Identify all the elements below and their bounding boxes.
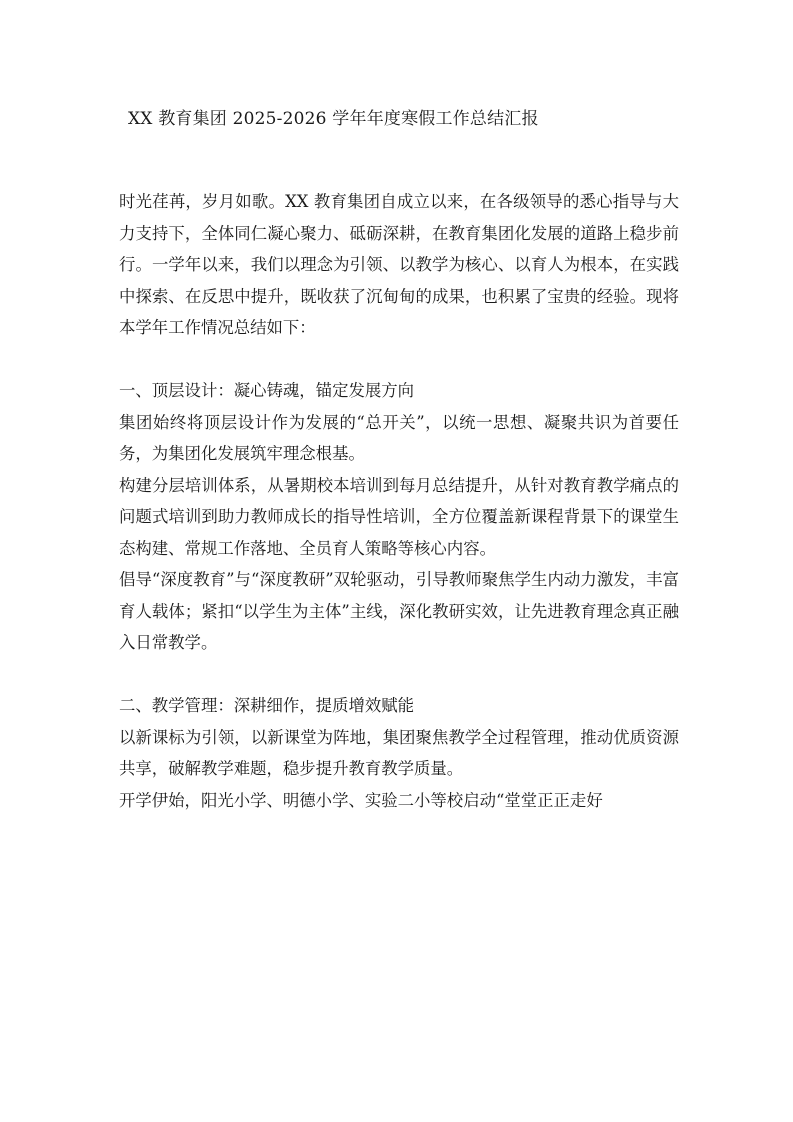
section-1-paragraph-3: 倡导“深度教育”与“深度教研”双轮驱动，引导教师聚焦学生内动力激发，丰富育人载体；紧扣“以学生为主体”主线，深化教研实效，让先进教育理念真正融入日常教学。	[119, 570, 679, 652]
section-2-paragraph-2: 开学伊始，阳光小学、明德小学、实验二小等校启动“堂堂正正走好	[119, 790, 603, 810]
section-1-paragraph-1: 集团始终将顶层设计作为发展的“总开关”，以统一思想、凝聚共识为首要任务，为集团化发展筑牢理念根基。	[119, 412, 679, 463]
paragraph-spacer	[119, 659, 679, 691]
section-1-paragraph-2: 构建分层培训体系，从暑期校本培训到每月总结提升，从针对教育教学痛点的问题式培训到助力教师成长的指导性培训，全方位覆盖新课程背景下的课堂生态构建、常规工作落地、全员育人策略等核心内容。	[119, 475, 679, 558]
section-2-paragraph-1: 以新课标为引领，以新课堂为阵地，集团聚焦教学全过程管理，推动优质资源共享，破解教学难题，稳步提升教育教学质量。	[119, 727, 679, 778]
section-2-heading: 二、教学管理：深耕细作，提质增效赋能	[119, 696, 415, 715]
document-body	[119, 186, 679, 816]
section-1-heading: 一、顶层设计：凝心铸魂，锚定发展方向	[119, 381, 415, 400]
document-title: XX 教育集团 2025-2026 学年年度寒假工作总结汇报	[128, 109, 539, 129]
paragraph-spacer	[119, 344, 679, 376]
intro-paragraph: 时光荏苒，岁月如歌。XX 教育集团自成立以来，在各级领导的悉心指导与大力支持下，全体同仁凝心聚力、砥砺深耕，在教育集团化发展的道路上稳步前行。一学年以来，我们以理念为引领、以教学为核心、以育人为根本，在实践中探索、在反思中提升，既收获了沉甸甸的成果，也积累了宝贵的经验。现将本学年工作情况总结如下：	[119, 192, 679, 337]
